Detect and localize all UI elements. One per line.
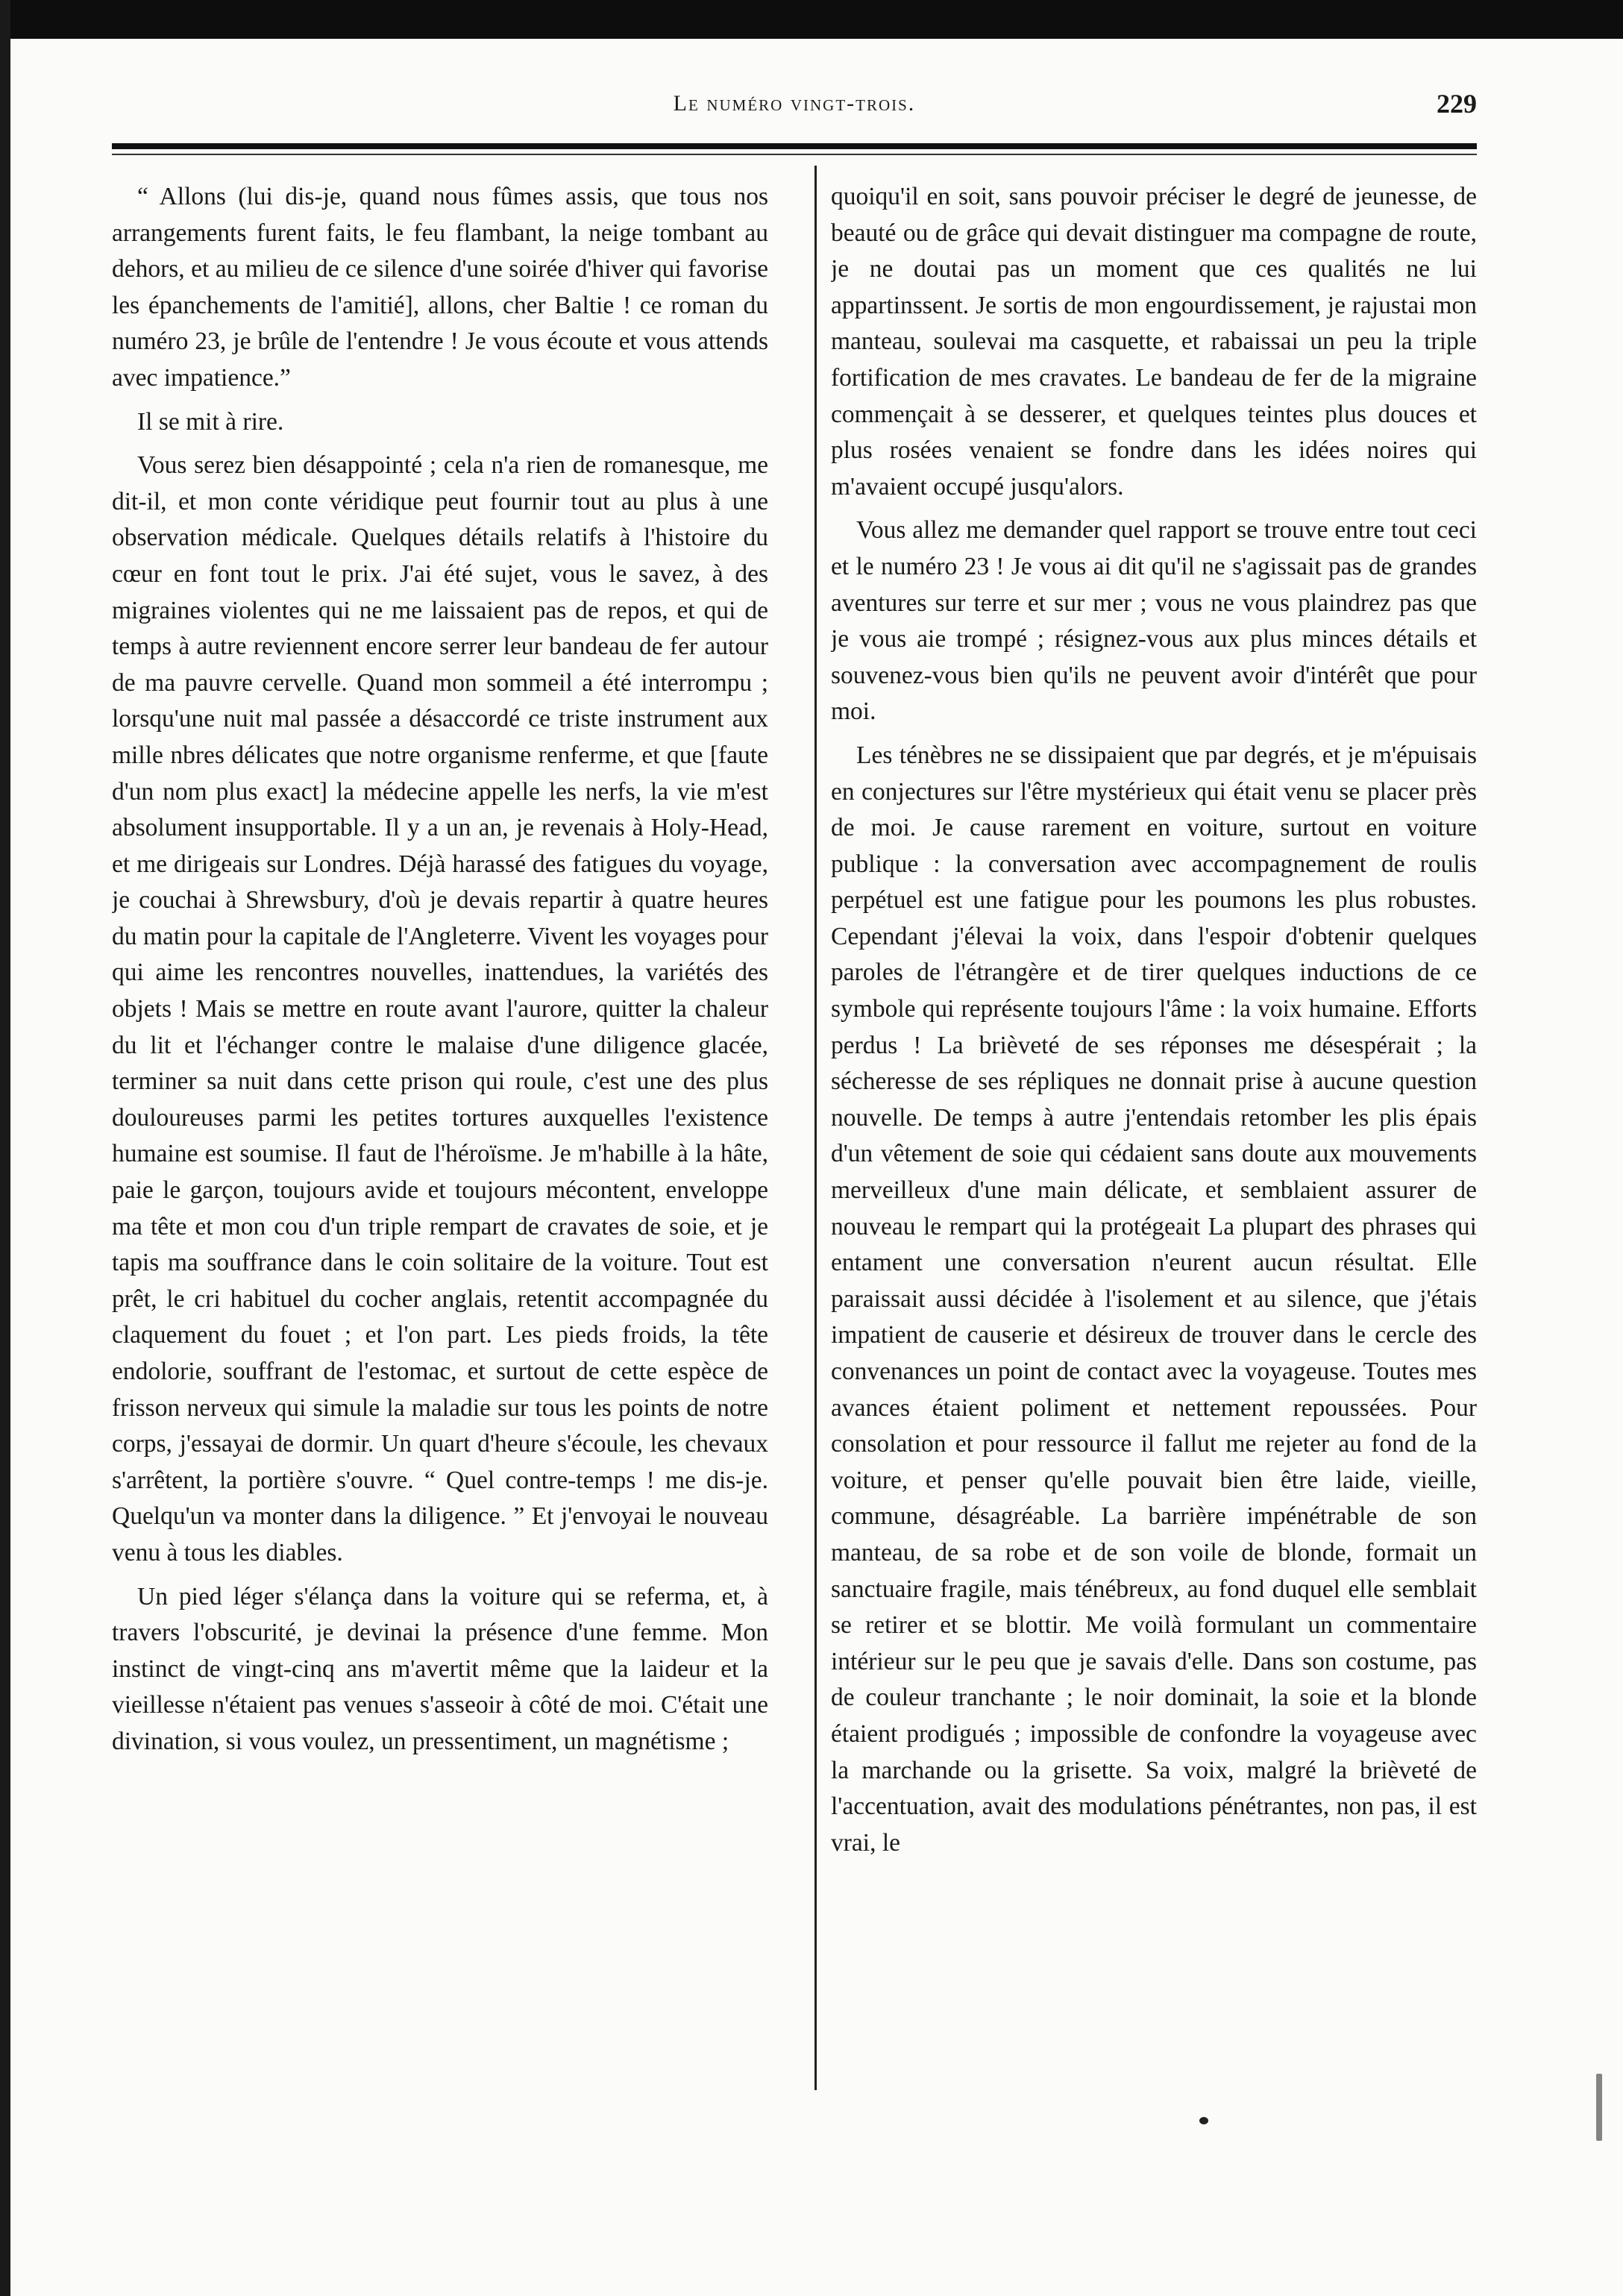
ink-speck bbox=[1199, 2117, 1208, 2124]
header-rule-thin bbox=[112, 154, 1477, 155]
right-paragraph-2: Vous allez me demander quel rapport se trouve entre tout ceci et le numéro 23 ! Je vous ai dit qu'il ne s'agissait pas de grandes aventures sur terre et sur mer ; vous ne vous plaindrez pas que je vous aie trompé ; résignez-vous aux plus minces détails et souvenez-vous bien qu'ils ne peuvent avoir d'intérêt que pour moi. bbox=[831, 516, 1477, 726]
header-rule-thick bbox=[112, 143, 1477, 149]
left-border-bar bbox=[0, 0, 10, 2296]
left-paragraph-4: Un pied léger s'élança dans la voiture qui se referma, et, à travers l'obscurité, je devinai la présence d'une femme. Mon instinct de vingt-cinq ans m'avertit même que la laideur et la vieillesse n'étaient pas venues s'asseoir à côté de moi. C'était une divination, si vous voulez, un pressentiment, un magnétisme ; bbox=[112, 1582, 768, 1755]
right-column bbox=[831, 179, 1477, 2089]
right-paragraph-3: Les ténèbres ne se dissipaient que par degrés, et je m'épuisais en conjectures sur l'être mystérieux qui était venu se placer près de moi. Je cause rarement en voiture, surtout en voiture publique : la conversation avec accompagnement de roulis perpétuel est une fatigue pour les poumons les plus robustes. Cependant j'élevai la voix, dans l'espoir d'obtenir quelques paroles de l'étrangère et de tirer quelques inductions de ce symbole qui représente toujours l'âme : la voix humaine. Efforts perdus ! La brièveté de ses réponses me désespérait ; la sécheresse de ses répliques ne donnait prise à aucune question nouvelle. De temps à autre j'entendais retomber les plis épais d'un vêtement de soie qui cédaient sans doute aux mouvements merveilleux d'une main délicate, et semblaient assurer de nouveau le rempart qui la protégeait La plupart des phrases qui entament une conversation n'eurent aucun résultat. Elle paraissait aussi décidée à l'isolement et au silence, que j'étais impatient de causerie et désireux de trouver dans le cercle des convenances un point de contact avec la voyageuse. Toutes mes avances étaient poliment et nettement repoussées. Pour consolation et pour ressource il fallut me rejeter au fond de la voiture, et penser qu'elle pouvait bien être laide, vieille, commune, désagréable. La barrière impénétrable de son manteau, de sa robe et de son voile de blonde, formait un sanctuaire fragile, mais ténébreux, au fond duquel elle semblait se retirer et se blottir. Me voilà formulant un commentaire intérieur sur le peu que je savais d'elle. Dans son costume, pas de couleur tranchante ; le noir dominait, la soie et la blonde étaient prodigués ; impossible de confondre la voyageuse avec la marchande ou la grisette. Sa voix, malgré la brièveté de l'accentuation, avait des modulations pénétrantes, non pas, il est vrai, le bbox=[831, 741, 1477, 1857]
left-column bbox=[112, 179, 768, 2089]
running-title: Le numéro vingt-trois. bbox=[673, 91, 916, 116]
right-paragraph-1: quoiqu'il en soit, sans pouvoir préciser le degré de jeunesse, de beauté ou de grâce qui devait distinguer ma compagne de route, je ne doutai pas un moment que ces qualités ne lui appartinssent. Je sortis de mon engourdissement, je rajustai mon manteau, soulevai ma casquette, et rabaissai un peu la triple fortification de mes cravates. Le bandeau de fer de la migraine commençait à se desserer, et quelques teintes plus douces et plus rosées venaient se fondre dans les idées noires qui m'avaient occupé jusqu'alors. bbox=[831, 183, 1477, 501]
top-border-bar bbox=[0, 0, 1623, 39]
column-divider bbox=[814, 166, 817, 2090]
page-header bbox=[112, 82, 1477, 127]
left-paragraph-3: Vous serez bien désappointé ; cela n'a rien de romanesque, me dit-il, et mon conte véridique peut fournir tout au plus à une observation médicale. Quelques détails relatifs à l'histoire du cœur en font tout le prix. J'ai été sujet, vous le savez, à des migraines violentes qui ne me laissaient pas de repos, et qui de temps à autre reviennent encore serrer leur bandeau de fer autour de ma pauvre cervelle. Quand mon sommeil a été interrompu ; lorsqu'une nuit mal passée a désaccordé ce triste instrument aux mille nbres délicates que notre organisme renferme, et que [faute d'un nom plus exact] la médecine appelle les nerfs, la vie m'est absolument insupportable. Il y a un an, je revenais à Holy-Head, et me dirigeais sur Londres. Déjà harassé des fatigues du voyage, je couchai à Shrewsbury, d'où je devais repartir à quatre heures du matin pour la capitale de l'Angleterre. Vivent les voyages pour qui aime les rencontres nouvelles, inattendues, la variétés des objets ! Mais se mettre en route avant l'aurore, quitter la chaleur du lit et l'échanger contre le malaise d'une diligence glacée, terminer sa nuit dans cette prison qui roule, c'est une des plus douloureuses parmi les petites tortures auxquelles l'existence humaine est soumise. Il faut de l'héroïsme. Je m'habille à la hâte, paie le garçon, toujours avide et toujours mécontent, enveloppe ma tête et mon cou d'un triple rempart de cravates de soie, et je tapis ma souffrance dans le coin solitaire de la voiture. Tout est prêt, le cri habituel du cocher anglais, retentit accompagnée du claquement du fouet ; et l'on part. Les pieds froids, la tête endolorie, souffrant de l'estomac, et surtout de cette espèce de frisson nerveux qui simule la maladie sur tous les points de notre corps, j'essayai de dormir. Un quart d'heure s'écoule, les chevaux s'arrêtent, la portière s'ouvre. “ Quel contre-temps ! me dis-je. Quelqu'un va monter dans la diligence. ” Et j'envoyai le nouveau venu à tous les diables. bbox=[112, 451, 768, 1566]
page-number: 229 bbox=[1437, 89, 1477, 119]
left-paragraph-2: Il se mit à rire. bbox=[137, 407, 284, 436]
page-edge-mark bbox=[1596, 2074, 1602, 2141]
left-paragraph-1: “ Allons (lui dis-je, quand nous fûmes assis, que tous nos arrangements furent faits, le feu flambant, la neige tombant au dehors, et au milieu de ce silence d'une soirée d'hiver qui favorise les épanchements de l'amitié], allons, cher Baltie ! ce roman du numéro 23, je brûle de l'entendre ! Je vous écoute et vous attends avec impatience.” bbox=[112, 183, 768, 392]
